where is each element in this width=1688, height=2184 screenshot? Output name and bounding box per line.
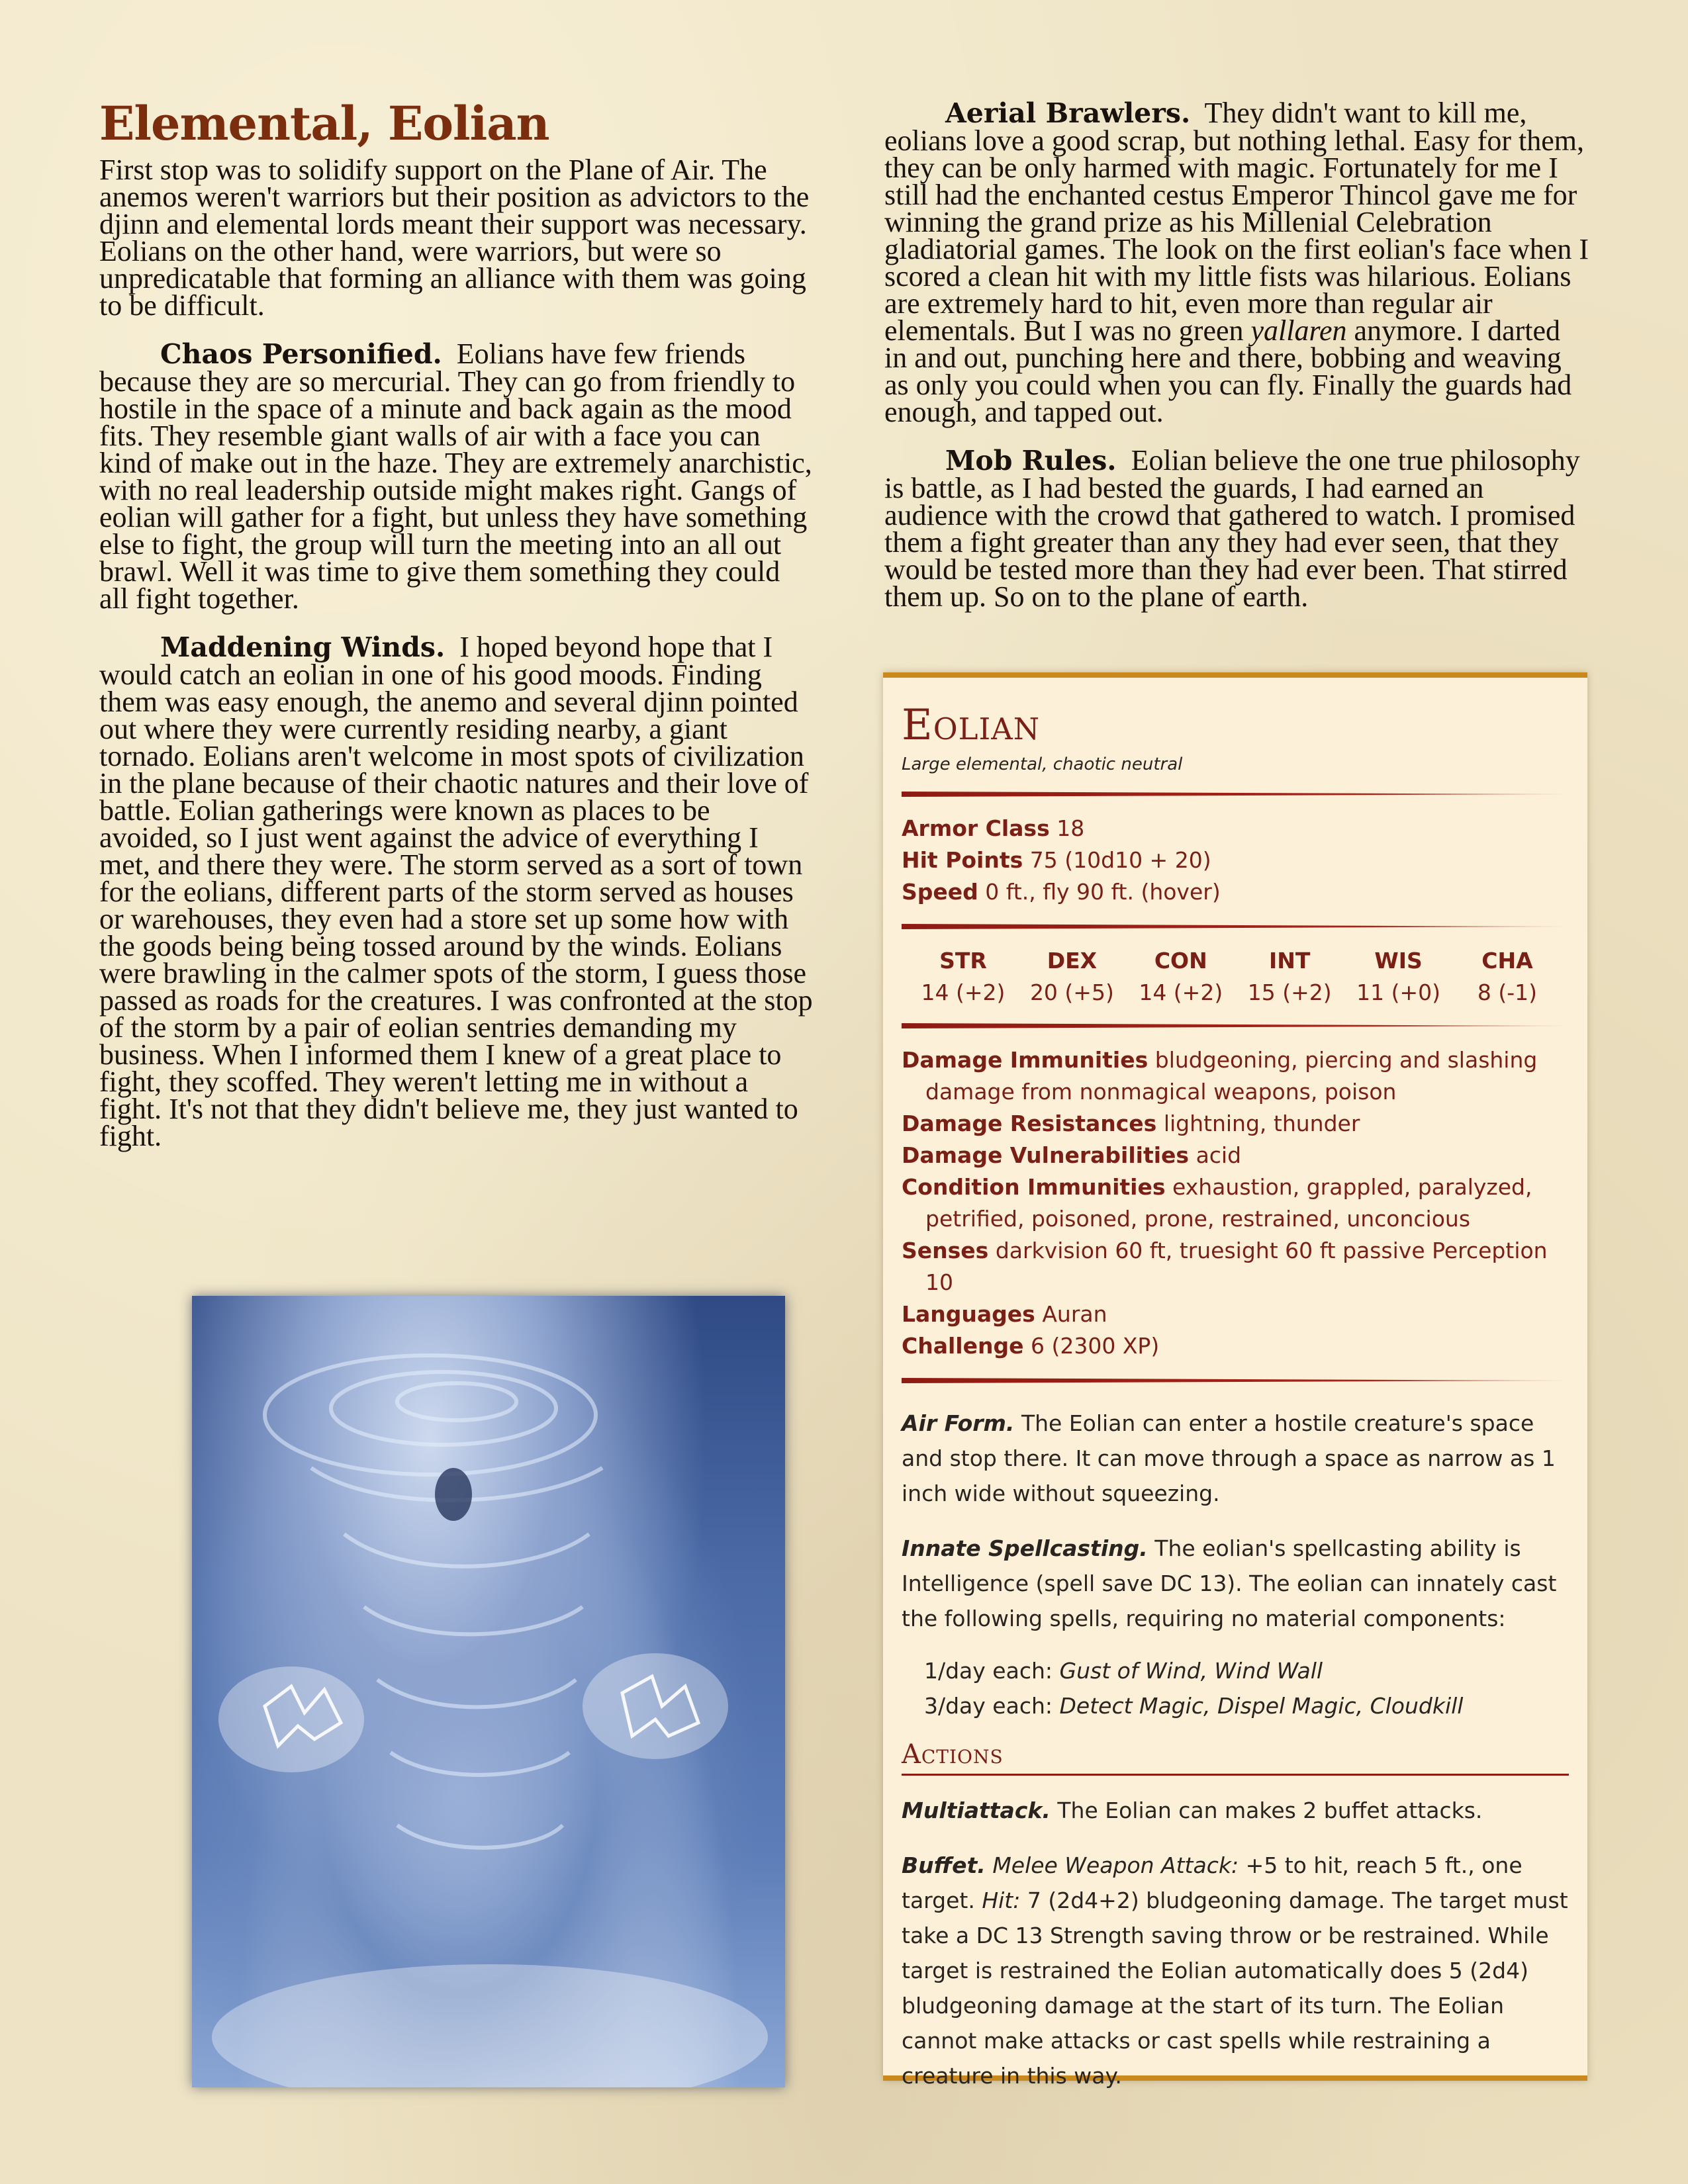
actions-heading: Actions: [902, 1739, 1569, 1776]
attack-type: Melee Weapon Attack:: [992, 1852, 1239, 1878]
action-text: The Eolian can makes 2 buffet attacks.: [1057, 1797, 1483, 1823]
label: Armor Class: [902, 815, 1050, 841]
action-name: Multiattack.: [902, 1797, 1051, 1823]
value: bludgeoning, piercing and slashing damage from nonmagical weapons, poison: [925, 1047, 1538, 1105]
divider: [902, 924, 1569, 929]
label: Condition Immunities: [902, 1174, 1166, 1200]
eolian-illustration: [192, 1296, 785, 2087]
armor-class: [902, 813, 1569, 844]
ability-label: CHA: [1481, 948, 1533, 974]
ability-int: [1240, 945, 1339, 1009]
value: 0 ft., fly 90 ft. (hover): [985, 879, 1221, 905]
section-text-before: They didn't want to kill me, eolians love a good scrap, but nothing lethal. Easy for them, they can be only harmed with magic. Fortunately for me I still had the enchanted cestus Emperor Thincol gave me for winning the grand prize as his Millenial Celebration gladiatorial games. The look on the first eolian's face when I scored a clean hit with my little fists was hilarious. Eolians are extremely hard to hit, even more than regular air elementals. But I was no green: [884, 97, 1589, 347]
value: lightning, thunder: [1163, 1111, 1360, 1136]
label: Senses: [902, 1238, 989, 1263]
damage-vulnerabilities: [902, 1140, 1569, 1171]
label: Damage Vulnerabilities: [902, 1142, 1190, 1168]
value: Auran: [1042, 1301, 1107, 1327]
value: 18: [1056, 815, 1085, 841]
ability-value: 14 (+2): [1139, 979, 1223, 1005]
senses: [902, 1235, 1569, 1298]
action-name: Buffet.: [902, 1852, 986, 1878]
value: acid: [1196, 1142, 1242, 1168]
trait-text: The eolian's spellcasting ability is Intelligence (spell save DC 13). The eolian can innately cast the following spells, requiring no material components:: [902, 1535, 1557, 1631]
section-heading: Chaos Personified.: [160, 338, 442, 370]
speed: [902, 876, 1569, 908]
hit-label: Hit:: [982, 1888, 1021, 1913]
spell-list-label: 1/day each:: [924, 1658, 1053, 1684]
statblock-name: Eolian: [902, 701, 1041, 750]
ability-value: 11 (+0): [1356, 979, 1440, 1005]
ability-con: [1131, 945, 1231, 1009]
divider: [902, 792, 1569, 797]
languages: [902, 1298, 1569, 1330]
right-column: [884, 99, 1589, 631]
label: Speed: [902, 879, 978, 905]
left-column: [99, 96, 814, 1171]
value: 75 (10d10 + 20): [1029, 847, 1211, 873]
left-body: [99, 153, 814, 1152]
ability-wis: [1349, 945, 1448, 1009]
challenge: [902, 1330, 1569, 1362]
label: Hit Points: [902, 847, 1023, 873]
spell-lists: [902, 1653, 1569, 1723]
statblock-type: Large elemental, chaotic neutral: [902, 754, 1183, 774]
ability-cha: [1458, 945, 1557, 1009]
spell-names: Detect Magic, Dispel Magic, Cloudkill: [1059, 1693, 1464, 1719]
ability-label: WIS: [1374, 948, 1423, 974]
divider: [902, 1023, 1569, 1028]
section-text-after: anymore. I darted in and out, punching here and there, bobbing and weaving as only you could when you can fly. Finally the guards had enough, and tapped out.: [884, 314, 1572, 428]
spell-names: Gust of Wind, Wind Wall: [1059, 1658, 1323, 1684]
ability-label: INT: [1268, 948, 1311, 974]
ability-value: 8 (-1): [1477, 979, 1538, 1005]
section-text: Eolian believe the one true philosophy is battle, as I had bested the guards, I had earned an audience with the crowd that gathered to watch. I promised them a fight greater than any they had ever seen, that they would be tested more than they had ever been. That stirred them up. So on to the plane of earth.: [884, 444, 1580, 613]
right-body: [884, 97, 1589, 613]
ability-value: 15 (+2): [1247, 979, 1332, 1005]
section-emphasis: yallaren: [1250, 314, 1347, 347]
ability-str: [914, 945, 1013, 1009]
trait-innate-spellcasting: [902, 1531, 1569, 1636]
ability-scores: [902, 945, 1569, 1009]
trait-air-form: [902, 1406, 1569, 1511]
damage-immunities: [902, 1044, 1569, 1108]
section-heading: Maddening Winds.: [160, 631, 445, 663]
action-multiattack: [902, 1793, 1569, 1828]
value: exhaustion, grappled, paralyzed, petrified, poisoned, prone, restrained, unconcious: [925, 1174, 1532, 1232]
damage-resistances: [902, 1108, 1569, 1140]
tornado-art: [192, 1296, 785, 2087]
page-title: Elemental, Eolian: [99, 96, 549, 151]
ability-label: STR: [939, 948, 987, 974]
section-chaos-personified: [99, 337, 814, 615]
ability-label: CON: [1154, 948, 1207, 974]
label: Languages: [902, 1301, 1035, 1327]
ability-value: 14 (+2): [921, 979, 1006, 1005]
ability-label: DEX: [1047, 948, 1098, 974]
trait-name: Air Form.: [902, 1410, 1015, 1436]
hit-points: [902, 844, 1569, 876]
spell-list: [924, 1653, 1569, 1688]
statblock: [883, 672, 1587, 2089]
action-buffet: [902, 1848, 1569, 2093]
trait-name: Innate Spellcasting.: [902, 1535, 1148, 1561]
section-text: Eolians have few friends because they are so mercurial. They can go from friendly to hostile in the space of a minute and back again as the mood fits. They resemble giant walls of air with a face you can kind of make out in the haze. They are extremely anarchistic, with no real leadership outside might makes right. Gangs of eolian will gather for a fight, but unless they have something else to fight, the group will turn the meeting into an all out brawl. Well it was time to give them something they could all fight together.: [99, 337, 812, 615]
spell-list: [924, 1688, 1569, 1723]
section-aerial-brawlers: [884, 99, 1589, 426]
value: 6 (2300 XP): [1030, 1333, 1160, 1359]
label: Challenge: [902, 1333, 1024, 1359]
value: darkvision 60 ft, truesight 60 ft passive Perception 10: [925, 1238, 1548, 1295]
divider: [902, 1378, 1569, 1383]
attack-text: +5 to hit, reach 5 ft., one target.: [902, 1852, 1523, 1913]
label: Damage Immunities: [902, 1047, 1149, 1073]
section-heading: Mob Rules.: [945, 445, 1117, 477]
intro-paragraph: First stop was to solidify support on the Plane of Air. The anemos weren't warriors but their position as advictors to the djinn and elemental lords meant their support was necessary. Eolians on the other hand, were warriors, but were so unpredicatable that forming an alliance with them was going to be difficult.: [99, 153, 810, 322]
ability-dex: [1022, 945, 1121, 1009]
section-mob-rules: [884, 444, 1589, 613]
label: Damage Resistances: [902, 1111, 1157, 1136]
section-text: I hoped beyond hope that I would catch an eolian in one of his good moods. Finding them was easy enough, the anemo and several djinn pointed out where they were currently residing nearby, a giant tornado. Eolians aren't welcome in most spots of civilization in the plane because of their chaotic natures and their love of battle. Eolian gatherings were known as places to be avoided, so I just went against the advice of everything I met, and there they were. The storm served as a sort of town for the eolians, different parts of the storm served as houses or warehouses, they even had a store set up some how with the goods being being tossed around by the winds. Eolians were brawling in the calmer spots of the storm, I guess those passed as roads for the creatures. I was confronted at the stop of the storm by a pair of eolian sentries demanding my business. When I informed them I knew of a great place to fight, they scoffed. They weren't letting me in without a fight. It's not that they didn't believe me, they just wanted to fight.: [99, 630, 813, 1152]
spell-list-label: 3/day each:: [924, 1693, 1053, 1719]
ability-value: 20 (+5): [1029, 979, 1114, 1005]
trait-text: The Eolian can enter a hostile creature's space and stop there. It can move through a space as narrow as 1 inch wide without squeezing.: [902, 1410, 1556, 1506]
condition-immunities: [902, 1171, 1569, 1235]
section-maddening-winds: [99, 630, 814, 1152]
hit-text: 7 (2d4+2) bludgeoning damage. The target must take a DC 13 Strength saving throw or be restrained. While target is restrained the Eolian automatically does 5 (2d4) bludgeoning damage at the start of its turn. The Eolian cannot make attacks or cast spells while restraining a creature in this way.: [902, 1888, 1568, 2089]
section-heading: Aerial Brawlers.: [945, 97, 1191, 129]
